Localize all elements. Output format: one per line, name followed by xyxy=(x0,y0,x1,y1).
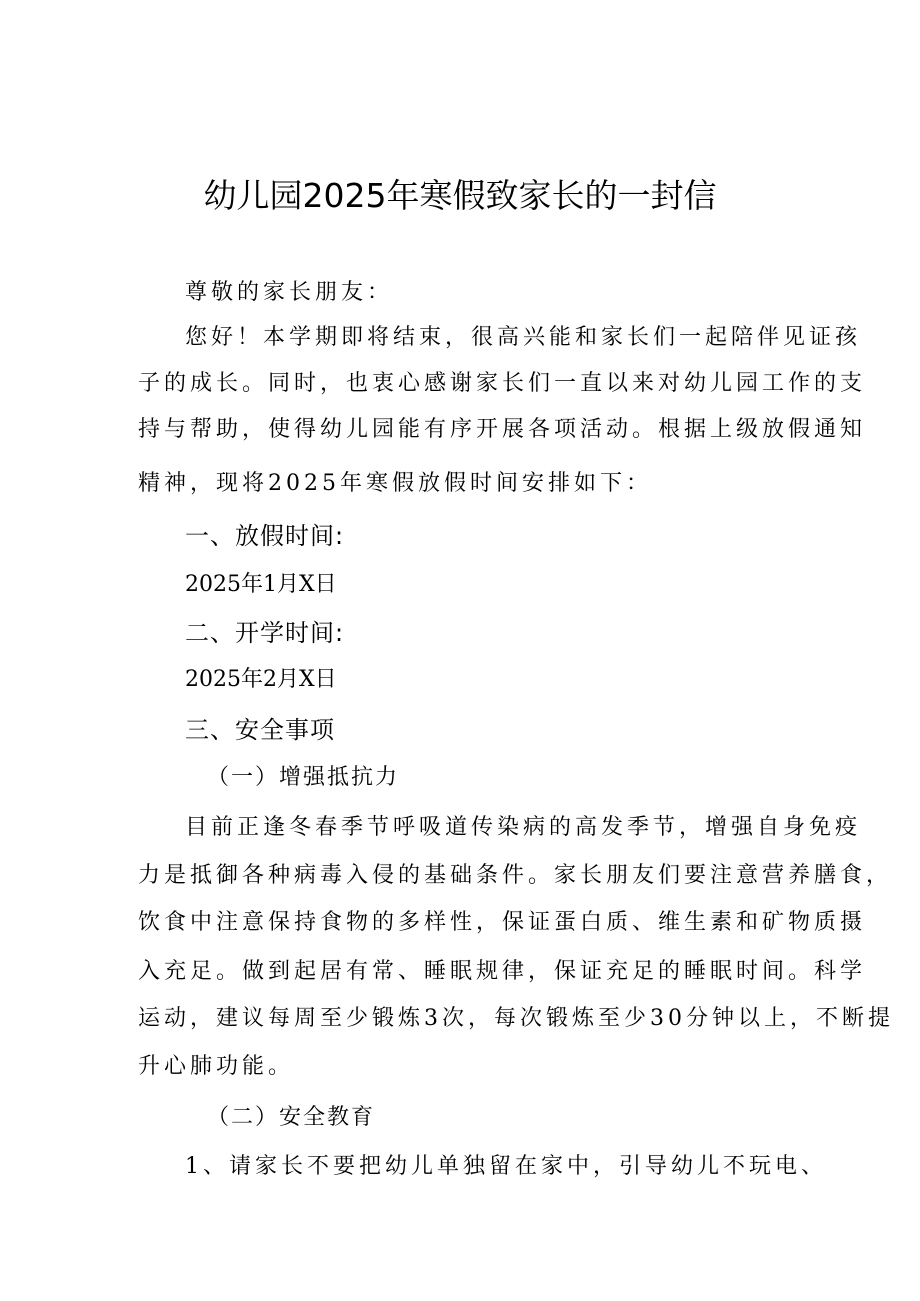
intro-line-2: 子的成长。同时，也衷心感谢家长们一直以来对幼儿园工作的支 xyxy=(138,371,867,396)
greeting: 尊敬的家长朋友： xyxy=(185,280,394,305)
intro-line-1: 您好！本学期即将结束，很高兴能和家长们一起陪伴见证孩 xyxy=(185,325,862,350)
immunity-line-5: 运动，建议每周至少锻炼3次，每次锻炼至少30分钟以上，不断提 xyxy=(138,1006,894,1031)
holiday-date: 2025年1月X日 xyxy=(185,572,337,597)
immunity-line-2: 力是抵御各种病毒入侵的基础条件。家长朋友们要注意营养膳食， xyxy=(138,863,893,888)
intro-line-3: 持与帮助，使得幼儿园能有序开展各项活动。根据上级放假通知 xyxy=(138,417,867,442)
school-start-date: 2025年2月X日 xyxy=(185,667,337,692)
section-heading-safety: 三、安全事项 xyxy=(185,716,335,744)
letter-title: 幼儿园2025年寒假致家长的一封信 xyxy=(203,176,717,215)
section-heading-school-start: 二、开学时间: xyxy=(185,619,345,647)
immunity-line-1: 目前正逢冬春季节呼吸道传染病的高发季节，增强自身免疫 xyxy=(185,815,862,840)
intro-line-4: 精神，现将2025年寒假放假时间安排如下： xyxy=(138,471,652,496)
safety-item-1: 1、请家长不要把幼儿单独留在家中，引导幼儿不玩电、 xyxy=(185,1154,827,1179)
subsection-heading-immunity: （一）增强抵抗力 xyxy=(207,765,400,790)
section-heading-holiday-time: 一、放假时间: xyxy=(185,522,345,550)
immunity-line-4: 入充足。做到起居有常、睡眠规律，保证充足的睡眠时间。科学 xyxy=(138,959,867,984)
immunity-line-6: 升心肺功能。 xyxy=(138,1054,295,1079)
subsection-heading-safety-education: （二）安全教育 xyxy=(207,1105,376,1130)
immunity-line-3: 饮食中注意保持食物的多样性，保证蛋白质、维生素和矿物质摄 xyxy=(138,910,867,935)
